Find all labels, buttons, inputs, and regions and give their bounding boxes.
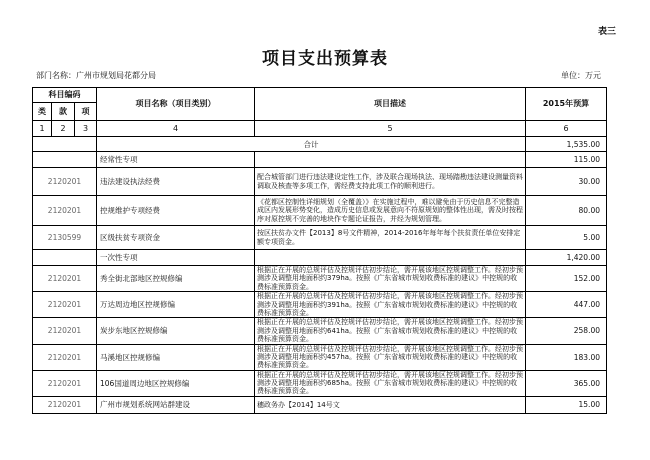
project-description xyxy=(255,152,526,168)
project-name: 合计 xyxy=(97,137,526,152)
table-row xyxy=(33,370,607,396)
unit-label: 单位：万元 xyxy=(561,71,601,80)
project-name: 违法建设执法经费 xyxy=(97,168,255,196)
budget-amount: 5.00 xyxy=(526,226,607,250)
budget-amount: 80.00 xyxy=(526,196,607,226)
table-row xyxy=(33,152,607,168)
table-row xyxy=(33,250,607,266)
project-description: 根据正在开展的总规评估及控规评估初步结论，需开展该地区控规调整工作。经初步预测涉及调整用地面积约379ha。按照《广东省城市规划收费标准的建议》中控规的收费标准预算资金。 xyxy=(255,266,526,292)
project-name: 秀全街北部地区控规修编 xyxy=(97,266,255,292)
budget-amount: 447.00 xyxy=(526,292,607,318)
subject-code xyxy=(33,250,97,266)
subject-code xyxy=(33,137,97,152)
subject-code: 2120201 xyxy=(33,318,97,344)
subject-code: 2120201 xyxy=(33,370,97,396)
project-name: 广州市规划系统网站群建设 xyxy=(97,396,255,413)
project-description: 按区扶贫办文件【2013】8号文件精神，2014-2016年每年每个扶贫责任单位安排定额专项资金。 xyxy=(255,226,526,250)
table-row xyxy=(33,226,607,250)
project-description: 配合城管部门进行违法建设定性工作，涉及联合现场执法、现场踏勘违法建设测量资料调取及核查等多项工作，需经费支持此项工作的顺利进行。 xyxy=(255,168,526,196)
project-description: 根据正在开展的总规评估及控规评估初步结论，需开展该地区控规调整工作。经初步预测涉及调整用地面积约391ha。按照《广东省城市规划收费标准的建议》中控规的收费标准预算资金。 xyxy=(255,292,526,318)
project-description: 根据正在开展的总规评估及控规评估初步结论，需开展该地区控规调整工作。经初步预测涉及调整用地面积约641ha。按照《广东省城市规划收费标准的建议》中控规的收费标准预算资金。 xyxy=(255,318,526,344)
subject-code: 2120201 xyxy=(33,196,97,226)
table-row xyxy=(33,318,607,344)
table-row xyxy=(33,266,607,292)
table-row xyxy=(33,396,607,413)
description-header: 项目描述 xyxy=(255,88,526,121)
budget-amount: 30.00 xyxy=(526,168,607,196)
budget-amount: 152.00 xyxy=(526,266,607,292)
project-description: 根据正在开展的总规评估及控规评估初步结论，需开展该地区控规调整工作。经初步预测涉及调整用地面积约685ha。按照《广东省城市规划收费标准的建议》中控规的收费标准预算资金。 xyxy=(255,370,526,396)
project-description: 穗政务办【2014】14号文 xyxy=(255,396,526,413)
subject-code: 2130599 xyxy=(33,226,97,250)
section-header: 款 xyxy=(52,103,75,121)
project-name: 万达周边地区控规修编 xyxy=(97,292,255,318)
project-name: 经常性专项 xyxy=(97,152,255,168)
project-name: 马溪地区控规修编 xyxy=(97,344,255,370)
page-title: 项目支出预算表 xyxy=(262,49,388,69)
subject-code: 2120201 xyxy=(33,396,97,413)
table-row xyxy=(33,196,607,226)
code-group-header: 科目编码 xyxy=(33,88,97,103)
budget-amount: 1,420.00 xyxy=(526,250,607,266)
class-header: 类 xyxy=(33,103,52,121)
table-row xyxy=(33,292,607,318)
table-row xyxy=(33,137,607,152)
project-description: 《花都区控制性详细规划（全覆盖）》在实施过程中，难以避免由于历史信息不完整造成区内发展形势变化，造成历史信息或发展意向不符原规划的整体性出现，需及时按程序对原控规不完善的地块作专题论证报告，并经为规划管理。 xyxy=(255,196,526,226)
project-name: 106国道周边地区控规修编 xyxy=(97,370,255,396)
budget-amount: 365.00 xyxy=(526,370,607,396)
project-name: 炭步东地区控规修编 xyxy=(97,318,255,344)
budget-amount: 1,535.00 xyxy=(526,137,607,152)
subject-code: 2120201 xyxy=(33,266,97,292)
table-row xyxy=(33,168,607,196)
budget-header: 2015年预算 xyxy=(526,88,607,121)
table-row xyxy=(33,344,607,370)
item-header: 项 xyxy=(75,103,97,121)
index-cell: 6 xyxy=(526,121,607,137)
budget-amount: 15.00 xyxy=(526,396,607,413)
project-name: 控规维护专项经费 xyxy=(97,196,255,226)
index-cell: 3 xyxy=(75,121,97,137)
project-description: 根据正在开展的总规评估及控规评估初步结论，需开展该地区控规调整工作。经初步预测涉及调整用地面积约457ha。按照《广东省城市规划收费标准的建议》中控规的收费标准预算资金。 xyxy=(255,344,526,370)
table-number-label: 表三 xyxy=(598,27,617,37)
index-cell: 5 xyxy=(255,121,526,137)
subject-code: 2120201 xyxy=(33,344,97,370)
project-name-header: 项目名称（项目类别） xyxy=(97,88,255,121)
project-description xyxy=(255,250,526,266)
department-label: 部门名称：广州市规划局花都分局 xyxy=(36,71,156,80)
index-cell: 4 xyxy=(97,121,255,137)
budget-table xyxy=(32,87,607,414)
budget-amount: 258.00 xyxy=(526,318,607,344)
project-name: 区级扶贫专项资金 xyxy=(97,226,255,250)
budget-amount: 183.00 xyxy=(526,344,607,370)
subject-code: 2120201 xyxy=(33,292,97,318)
index-cell: 1 xyxy=(33,121,52,137)
budget-amount: 115.00 xyxy=(526,152,607,168)
index-cell: 2 xyxy=(52,121,75,137)
subject-code xyxy=(33,152,97,168)
project-name: 一次性专项 xyxy=(97,250,255,266)
subject-code: 2120201 xyxy=(33,168,97,196)
